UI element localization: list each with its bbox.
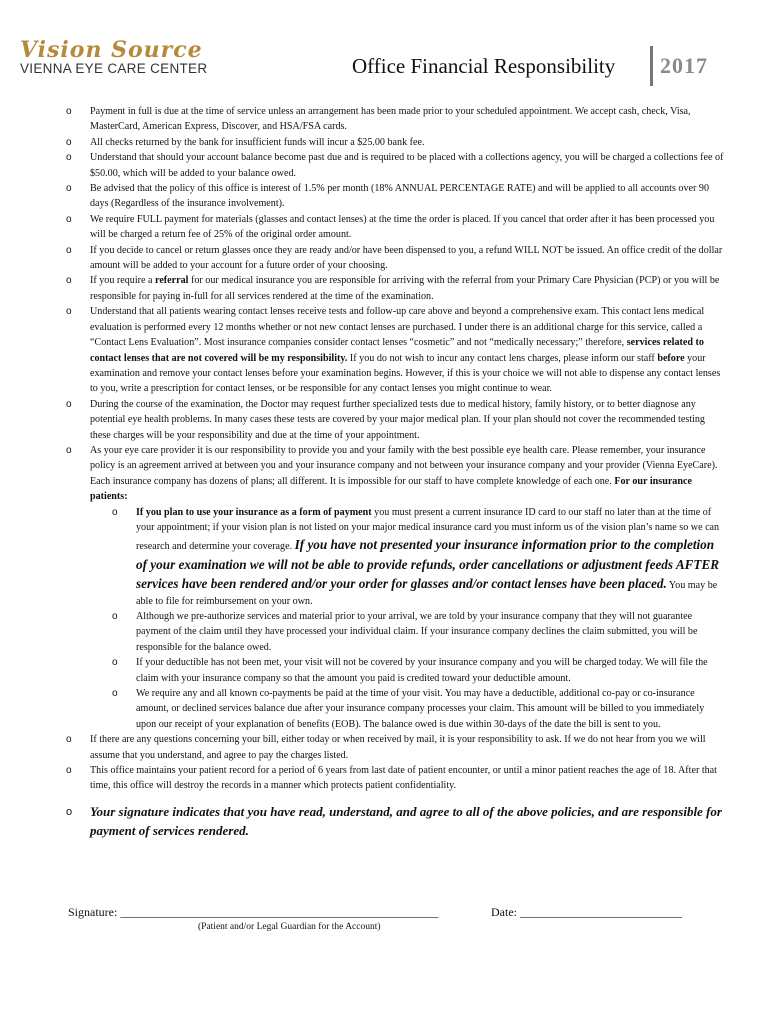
bullet-icon: o <box>66 805 73 818</box>
bullet-icon: o <box>66 152 72 164</box>
bullet-icon: o <box>66 183 72 195</box>
bullet-icon: o <box>66 734 72 746</box>
bullet-icon: o <box>66 444 72 456</box>
policy-item-insurance: o As your eye care provider it is our responsibility to provide you and your family with the best possible eye health care. Please remember, your insurance policy is an agreement arrived at between you and your insurance company and not between your insurance company and your provider (Vienna EyeCare). Each insurance company has dozens of plans; all different. It is impossible for our staff to have complete knowledge of each one. For our insurance patients: <box>66 444 718 503</box>
bullet-icon: o <box>66 136 72 148</box>
insurance-subitem-preauth: o Although we pre-authorize services and material prior to your arrival, we are told by your insurance company that they will not guarantee payment of the claim until they have processed your individual claim. If your insurance company declines the claim submitted, you will be responsible for the balance owed. <box>112 611 698 653</box>
policy-item-specialized-tests: o During the course of the examination, the Doctor may request further specialized tests due to medical history, family history, or to better diagnose any potential eye health problems. In many cases these tests are covered by your major medical plan. If your plan should not cover the recommended testing these charges will be your responsibility and due at the time of your appointment. <box>66 398 705 441</box>
signature-note: (Patient and/or Legal Guardian for the Account) <box>198 922 381 932</box>
policy-item-interest: o Be advised that the policy of this office is interest of 1.5% per month (18% ANNUAL PERCENTAGE RATE) and will be applied to all accounts over 90 days (Regardless of the insurance involvement). <box>66 183 709 210</box>
date-line[interactable]: Date: ___________________________ <box>491 905 682 919</box>
vision-source-logo <box>20 38 220 83</box>
document-title: Office Financial Responsibility <box>352 54 616 78</box>
insurance-subitem-id-card: o If you plan to use your insurance as a form of payment you must present a current insurance ID card to our staff no later than at the time of your appointment; if your vision plan is not listed on your major medical insurance card you must inform us of the vision plan’s name so we can research and determine your coverage. If you have not presented your insurance information prior to the completion of your examination we will not be able to provide refunds, order cancellations or adjustment feeds AFTER services have been rendered and/or your order for glasses and/or contact lenses have been placed. You may be able to file for reimbursement on your own. <box>112 506 720 607</box>
bullet-icon: o <box>66 244 72 256</box>
document-year: 2017 <box>660 53 708 78</box>
title-divider <box>650 46 653 86</box>
bullet-icon: o <box>66 106 72 117</box>
logo-brand: Vision Source <box>20 37 203 63</box>
policy-list <box>62 104 726 853</box>
bullet-icon: o <box>66 275 72 287</box>
signature-line[interactable]: Signature: _____________________________________________________ <box>68 905 439 919</box>
policy-item-refunds: o If you decide to cancel or return glasses once they are ready and/or have been dispensed to you, a refund WILL NOT be issued. An office credit of the dollar amount will be added to your account for a future order of your choosing. <box>66 244 723 272</box>
policy-item-referral: o If you require a referral for our medical insurance you are responsible for arriving with the referral from your Primary Care Physician (PCP) or you will be responsible for paying in-full for all services rendered at the time of the examination. <box>66 275 720 302</box>
insurance-subitem-deductible: o If your deductible has not been met, your visit will not be covered by your insurance company and you will be charged today. We will file the claim with your insurance company so that the amount you paid is credited toward your deductible amount. <box>112 657 708 684</box>
policy-item-collections: o Understand that should your account balance become past due and is required to be placed with a collections agency, you will be charged a collections fee of $50.00, which will be added to your balance owed. <box>66 152 724 179</box>
policy-item-payment: o Payment in full is due at the time of service unless an arrangement has been made prior to your scheduled appointment. We accept cash, check, Visa, MasterCard, American Express, Discover, and HSA/FSA cards. <box>66 106 691 133</box>
bullet-icon: o <box>112 688 118 700</box>
policy-item-contact-lenses: o Understand that all patients wearing contact lenses receive tests and follow-up care above and beyond a comprehensive exam. This contact lens medical evaluation is performed every 12 months whether or not new contact lenses are purchased. I under there is an additional charge for this service, called a “Contact Lens Evaluation”. Most insurance companies consider contact lenses “cosmetic” and not “medically necessary;” therefore, services related to contact lenses that are not covered will be my responsibility. If you do not wish to incur any contact lens charges, please inform our staff before your examination and remove your contact lenses before your examination begins. However, if this is your choice we will not able to dispense any contact lenses to you, write a prescription for contact lenses, or be responsible for any contact lenses you might continue to wear. <box>66 306 721 395</box>
bullet-icon: o <box>66 306 72 318</box>
bullet-icon: o <box>112 611 118 622</box>
bullet-icon: o <box>112 506 118 518</box>
policy-item-materials: o We require FULL payment for materials (glasses and contact lenses) at the time the order is placed. If you cancel that order after it has been processed you will be charged a return fee of 25% of the original order amount. <box>66 213 715 241</box>
bullet-icon: o <box>66 213 72 225</box>
policy-item-checks: o All checks returned by the bank for insufficient funds will incur a $25.00 bank fee. <box>62 135 726 150</box>
policy-item-records: o This office maintains your patient record for a period of 6 years from last date of patient encounter, or until a minor patient reaches the age of 18. After that time, this office will destroy the records in a manner which protects patient confidentiality. <box>66 765 717 792</box>
signature-acknowledgement: o Your signature indicates that you have read, understand, and agree to all of the above policies, and are responsible for payment of services rendered. <box>66 803 722 838</box>
insurance-subitem-copay: o We require any and all known co-payments be paid at the time of your visit. You may have a deductible, additional co-pay or co-insurance amount, or declined services balance due after your insurance company processes your claim. This amount will be billed to you immediately upon our receipt of your explanation of benefits (EOB). The balance owed is due within 30-days of the date the bill is sent to you. <box>112 688 705 730</box>
bullet-icon: o <box>66 765 72 777</box>
bullet-icon: o <box>66 398 72 410</box>
policy-item-questions: o If there are any questions concerning your bill, either today or when received by mail, it is your responsibility to ask. If we do not hear from you we will assume that you understand, and agree to pay the charges listed. <box>66 734 706 761</box>
bullet-icon: o <box>112 657 118 669</box>
logo-subtitle: VIENNA EYE CARE CENTER <box>20 61 208 76</box>
